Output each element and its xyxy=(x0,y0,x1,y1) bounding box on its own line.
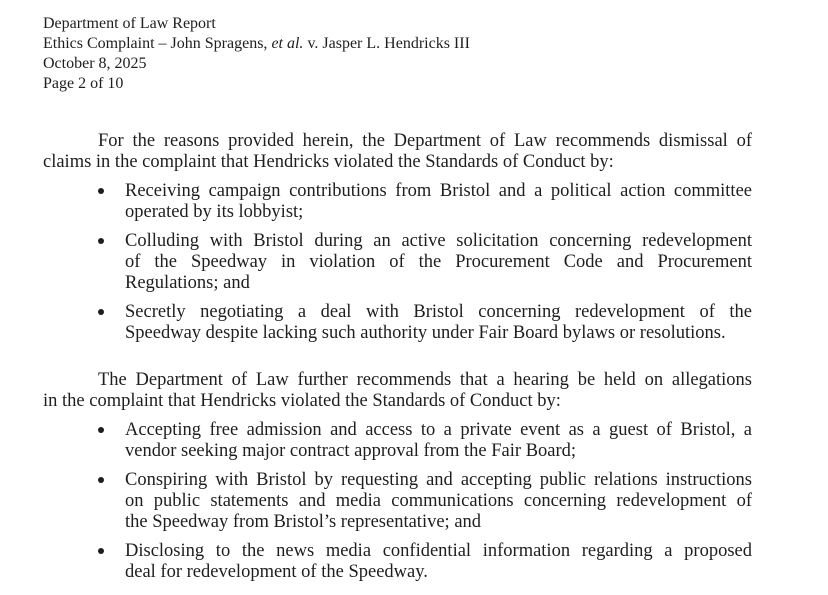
bullet-item xyxy=(43,231,752,294)
header-page-number-line: Page 2 of 10 xyxy=(43,75,124,92)
bullet-item xyxy=(43,302,752,344)
text-line: Speedway despite lacking such authority under Fair Board bylaws or resolutions. xyxy=(125,323,726,343)
bullet-marker-icon xyxy=(98,238,104,244)
text-line: Disclosing to the news media confidential information regarding a proposed xyxy=(125,541,752,561)
document-body xyxy=(43,131,752,583)
text-line: Colluding with Bristol during an active solicitation concerning redevelopment xyxy=(125,231,752,251)
header-case-line xyxy=(43,34,752,54)
text-line: the Speedway from Bristol’s representative; and xyxy=(125,512,482,532)
paragraph xyxy=(43,131,752,173)
text-line: Secretly negotiating a deal with Bristol concerning redevelopment of the xyxy=(125,302,752,322)
text-line: Receiving campaign contributions from Bristol and a political action committee xyxy=(125,181,752,201)
header-date-line: October 8, 2025 xyxy=(43,55,147,72)
text-line: in the complaint that Hendricks violated the Standards of Conduct by: xyxy=(43,391,561,411)
text-line: Conspiring with Bristol by requesting and accepting public relations instructions xyxy=(125,470,752,490)
text-line: claims in the complaint that Hendricks violated the Standards of Conduct by: xyxy=(43,152,614,172)
bullet-marker-icon xyxy=(98,188,104,194)
bullet-marker-icon xyxy=(98,548,104,554)
case-line-suffix: v. Jasper L. Hendricks III xyxy=(303,35,470,52)
text-line: vendor seeking major contract approval from the Fair Board; xyxy=(125,441,577,461)
bullet-item xyxy=(43,420,752,462)
text-line: of the Speedway in violation of the Procurement Code and Procurement xyxy=(125,252,752,272)
text-line: Regulations; and xyxy=(125,273,250,293)
text-line: The Department of Law further recommends that a hearing be held on allegations xyxy=(98,370,752,390)
case-line-prefix: Ethics Complaint – John Spragens, xyxy=(43,35,272,52)
paragraph xyxy=(43,370,752,412)
bullet-item xyxy=(43,470,752,533)
case-line-et-al: et al. xyxy=(271,35,304,52)
bullet-item xyxy=(43,541,752,583)
text-line: operated by its lobbyist; xyxy=(125,202,304,222)
text-line: Accepting free admission and access to a private event as a guest of Bristol, a xyxy=(125,420,752,440)
bullet-item xyxy=(43,181,752,223)
bullet-marker-icon xyxy=(98,427,104,433)
header-report-title: Department of Law Report xyxy=(43,15,216,32)
text-line: deal for redevelopment of the Speedway. xyxy=(125,562,428,582)
bullet-marker-icon xyxy=(98,477,104,483)
text-line: on public statements and media communications concerning redevelopment of xyxy=(125,491,752,511)
text-line: For the reasons provided herein, the Department of Law recommends dismissal of xyxy=(98,131,752,151)
bullet-marker-icon xyxy=(98,309,104,315)
document-header xyxy=(43,14,752,94)
